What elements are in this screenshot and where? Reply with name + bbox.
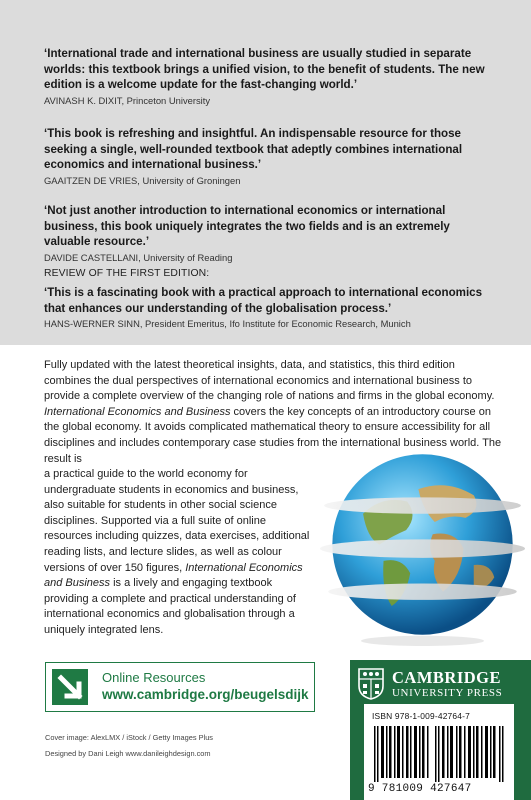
quote-affiliation: , University of Groningen bbox=[137, 174, 241, 186]
book-title: International Economics and Business bbox=[44, 561, 303, 590]
quote-text: ‘International trade and international business are usually studied in separate worlds: this textbook brings a unified vision, to the benefit of students. The new edition is a welcome update for the fast-changing world.’ bbox=[44, 47, 485, 91]
quote-text: ‘This is a fascinating book with a practical approach to international economics that enhances our understanding of the globalisation process.’ bbox=[44, 286, 483, 315]
quote-attribution bbox=[44, 174, 499, 187]
blurb-paragraph-top: Fully updated with the latest theoretical insights, data, and statistics, this third edition combines the dual perspectives of international economics and international business to provide a complete overview of the changing role of nations and firms in the global economy. International Economics and Business covers the key concepts of an introductory course on the global economy. It avoids complicated mathematical theory to ensure accessibility for all disciplines and includes contemporary case studies from the international business world. The result is bbox=[44, 359, 502, 465]
quote-text: ‘This book is refreshing and insightful. An indispensable resource for those seeking a single, well-rounded textbook that adeptly combines international economics and international business.’ bbox=[44, 127, 463, 171]
designer-credit: Designed by Dani Leigh www.danileighdesign.com bbox=[45, 749, 211, 758]
quote-author: GAAITZEN DE VRIES bbox=[44, 174, 138, 186]
quote-author: HANS-WERNER SINN bbox=[44, 318, 140, 329]
endorsement-quote bbox=[44, 46, 499, 107]
isbn-label: ISBN 978-1-009-42764-7 bbox=[372, 711, 470, 721]
arrow-icon bbox=[52, 669, 88, 705]
review-heading: REVIEW OF THE FIRST EDITION: bbox=[44, 268, 210, 279]
quote-author: DAVIDE CASTELLANI bbox=[44, 251, 139, 263]
quote-attribution bbox=[44, 251, 499, 264]
quote-text: ‘Not just another introduction to international economics or international business, this book uniquely integrates the two fields and is an extremely valuable resource.’ bbox=[44, 204, 450, 248]
quote-affiliation: , Princeton University bbox=[121, 94, 211, 106]
endorsement-quote bbox=[44, 126, 499, 187]
blurb-paragraph-bottom: a practical guide to the world economy for undergraduate students in economics and business, also suitable for students in other social science disciplines. Supported via a full suite of online resources including quizzes, data exercises, additional reading lists, and lecture slides, as well as colour versions of over 150 figures, International Economics and Business is a lively and engaging textbook providing a complete and practical understanding of international economics and globalisation through a uniquely integrated lens. bbox=[44, 468, 310, 636]
book-title: International Economics and Business bbox=[44, 405, 231, 418]
barcode-graphic bbox=[374, 726, 504, 782]
online-resources-box[interactable] bbox=[45, 662, 315, 712]
endorsement-quote bbox=[44, 203, 499, 264]
online-resources-link[interactable]: www.cambridge.org/beugelsdijk bbox=[102, 687, 309, 702]
quote-affiliation: , University of Reading bbox=[138, 251, 233, 263]
endorsement-quote bbox=[44, 285, 499, 330]
barcode-number: 9 781009 427647 bbox=[368, 783, 472, 795]
quote-affiliation: , President Emeritus, Ifo Institute for Economic Research, Munich bbox=[139, 318, 411, 329]
publisher-name: CAMBRIDGE bbox=[392, 668, 502, 687]
online-resources-title: Online Resources bbox=[102, 670, 206, 685]
quote-author: AVINASH K. DIXIT bbox=[44, 94, 122, 106]
cambridge-shield-logo bbox=[358, 668, 384, 700]
publisher-press: UNIVERSITY PRESS bbox=[392, 687, 503, 699]
quote-attribution bbox=[44, 94, 499, 107]
quote-attribution bbox=[44, 317, 499, 330]
barcode-box bbox=[364, 704, 514, 800]
globe-illustration bbox=[320, 442, 525, 647]
cover-image-credit: Cover image: AlexLMX / iStock / Getty Images Plus bbox=[45, 733, 213, 742]
